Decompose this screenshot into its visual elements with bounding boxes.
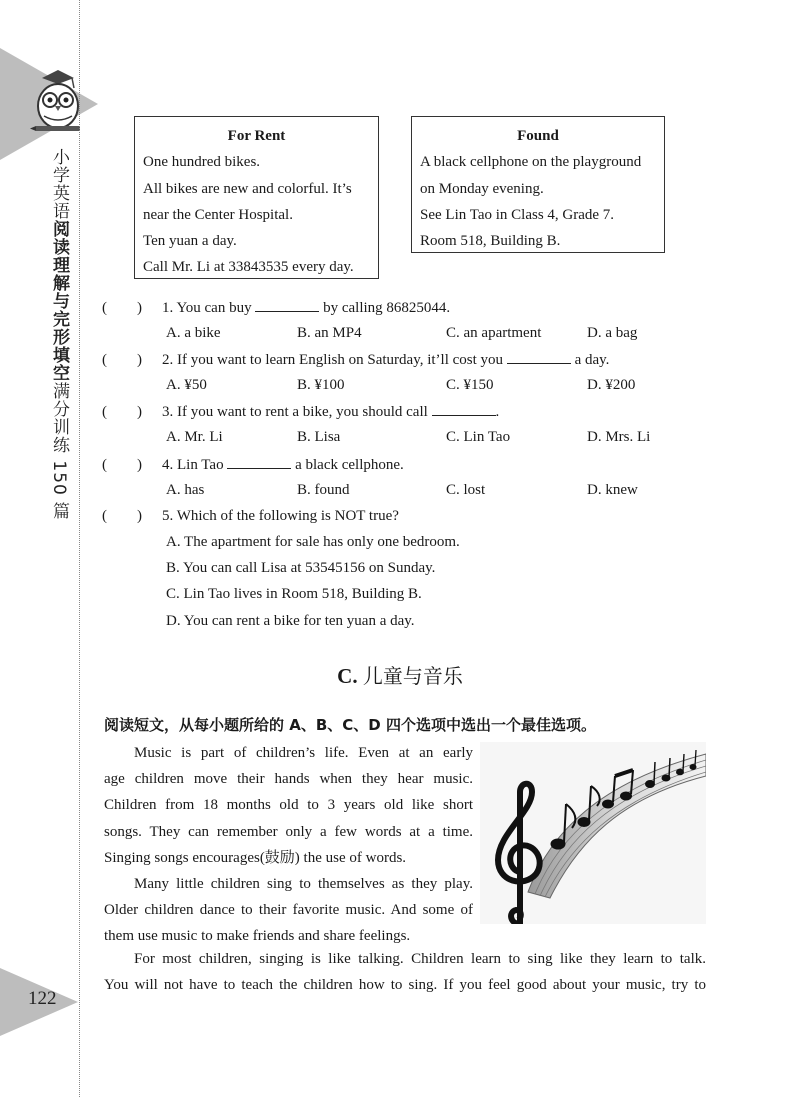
passage-full-width [104,946,706,998]
question-5: ( ) 5. Which of the following is NOT true? [102,508,399,524]
answer-blank[interactable] [432,401,496,416]
answer-blank[interactable] [227,454,291,469]
notice-line: Ten yuan a day. [143,233,237,250]
option: B. Lisa [297,429,341,445]
answer-blank[interactable] [255,297,319,312]
option: B. ¥100 [297,377,345,393]
notice-line: A black cellphone on the playground [420,154,642,171]
option: C. Lin Tao [446,429,511,445]
passage-line: Music is part of children’s life. Even at an early [134,745,473,761]
found-notice [411,116,665,253]
option: B. You can call Lisa at 53545156 on Sunday. [166,560,436,576]
option: A. The apartment for sale has only one bedroom. [166,534,460,550]
notice-line: near the Center Hospital. [143,206,293,223]
notice-line: Room 518, Building B. [420,233,561,250]
answer-blank[interactable] [507,349,571,364]
for-rent-notice [134,116,379,279]
option: A. ¥50 [166,377,207,393]
margin-dotted-line [79,0,80,1097]
passage-line: them use music to make friends and share feelings. [104,928,411,945]
option: A. a bike [166,325,221,341]
passage-line: Older children dance to their favorite music. And some of [104,902,473,919]
option: A. Mr. Li [166,429,223,445]
passage-line: You will not have to teach the children how to sing. If you feel good about your music, try to [104,977,706,994]
book-title-vertical: 小学英语阅读理解与完形填空满分训练 150 篇 [49,148,69,521]
instruction-text: 阅读短文，从每小题所给的 A、B、C、D 四个选项中选出一个最佳选项。 [104,716,596,734]
section-heading: C. 儿童与音乐 [337,664,463,688]
page-number: 122 [28,988,57,1009]
passage-line: age children move their hands when they hear music. [104,771,473,788]
passage-left-column [104,740,473,950]
option: B. an MP4 [297,325,362,341]
question-2: ( ) 2. If you want to learn English on Saturday, it’ll cost you a day. [102,349,609,370]
option: D. You can rent a bike for ten yuan a day. [166,613,415,629]
passage-line: Many little children sing to themselves as they play. [134,876,473,893]
question-1: ( ) 1. You can buy by calling 86825044. [102,297,450,318]
notice-line: All bikes are new and colorful. It’s [143,180,352,197]
option: C. an apartment [446,325,542,341]
option: A. has [166,482,205,498]
passage-line: songs. They can remember only a few words at a time. [104,823,473,840]
question-3: ( ) 3. If you want to rent a bike, you should call . [102,401,499,422]
passage-line: Singing songs encourages(鼓励) the use of words. [104,849,407,866]
left-margin-band [0,0,80,1097]
notice-title: For Rent [227,128,286,144]
option: C. lost [446,482,486,498]
notice-title: Found [517,128,559,144]
option: D. knew [587,482,638,498]
option: C. Lin Tao lives in Room 518, Building B. [166,586,422,602]
notice-line: Call Mr. Li at 33843535 every day. [143,259,354,276]
notice-line: One hundred bikes. [143,154,261,171]
notice-line: See Lin Tao in Class 4, Grade 7. [420,206,615,223]
question-4: ( ) 4. Lin Tao a black cellphone. [102,454,404,475]
option: B. found [297,482,350,498]
option: D. Mrs. Li [587,429,651,445]
option: C. ¥150 [446,377,494,393]
music-notes-image [480,742,706,924]
passage-line: For most children, singing is like talking. Children learn to sing like they learn to talk. [134,951,706,967]
option: D. ¥200 [587,377,636,393]
option: D. a bag [587,325,638,341]
passage-line: Children from 18 months old to 3 years old like short [104,797,473,814]
notice-line: on Monday evening. [420,180,544,197]
